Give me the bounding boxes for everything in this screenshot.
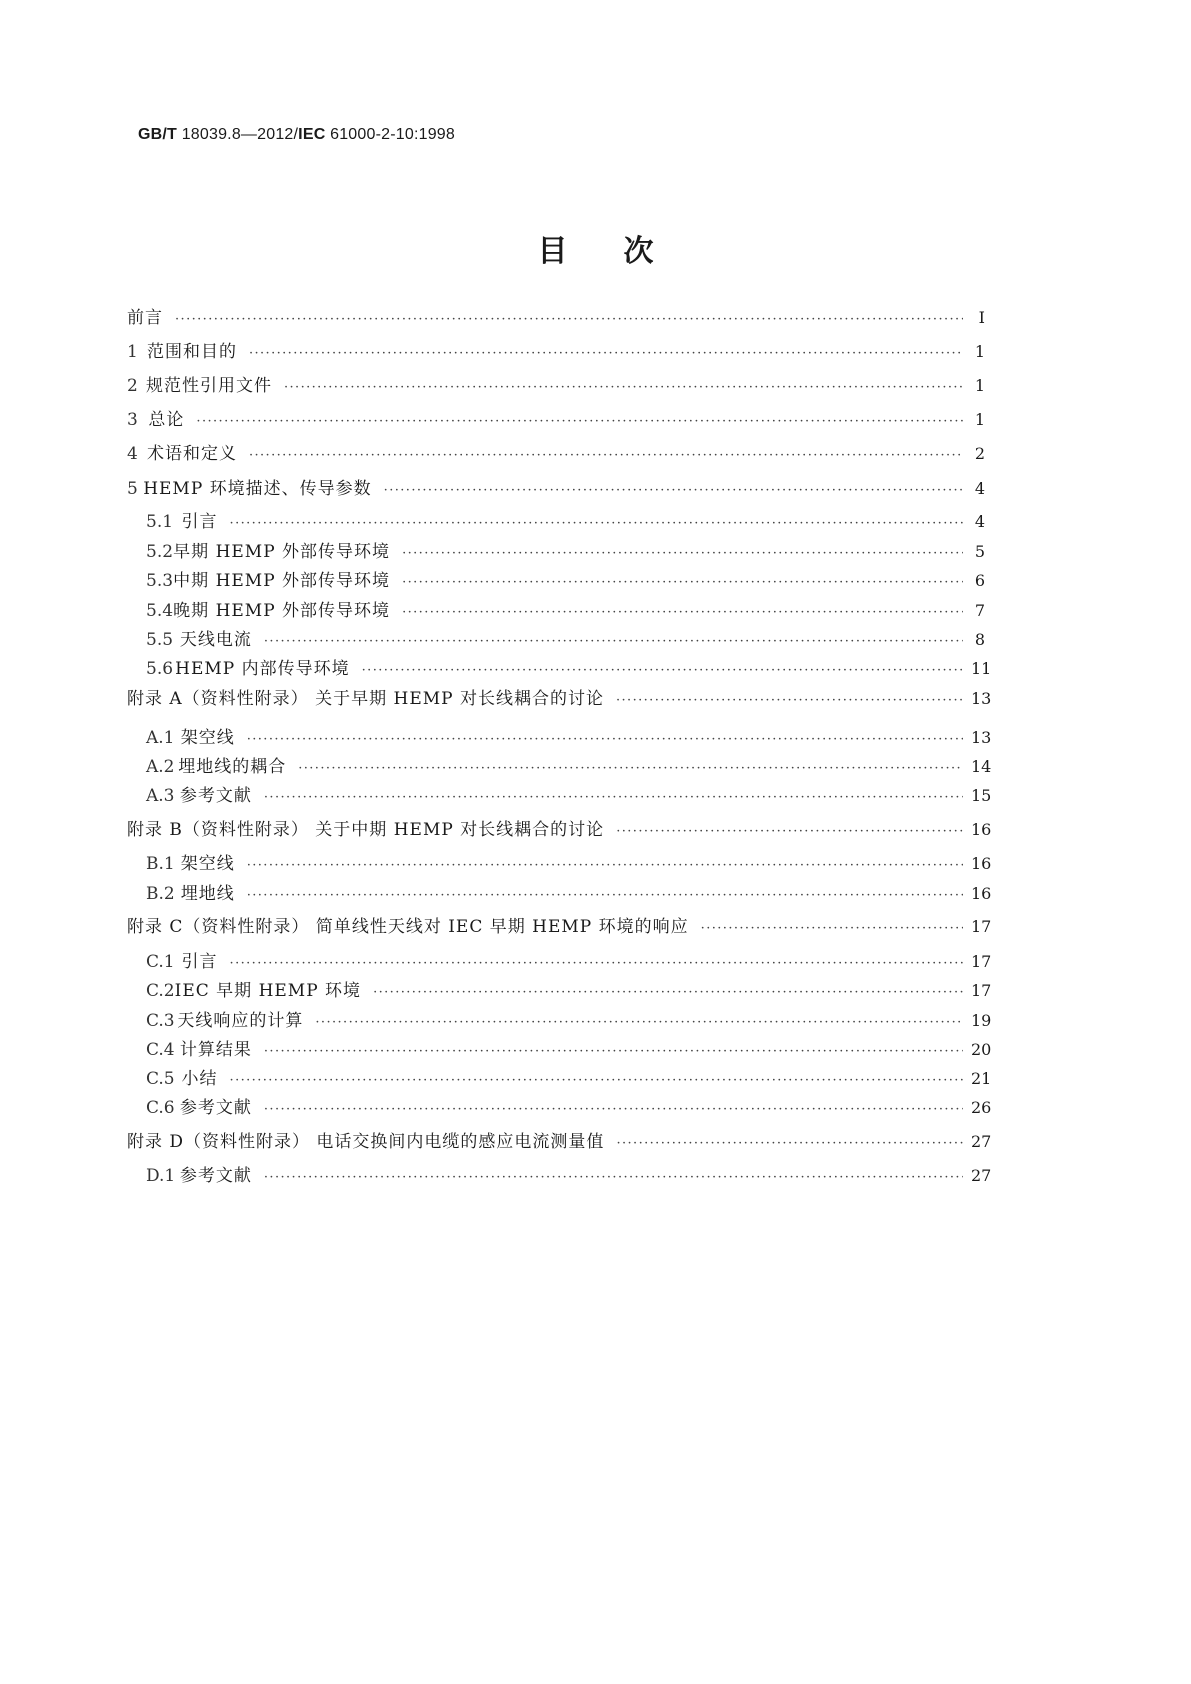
toc-entry-label: 架空线 [180,854,235,874]
toc-entry[interactable] [146,570,985,592]
toc-entry[interactable] [146,1068,992,1090]
toc-entry[interactable] [146,629,985,651]
toc-entry-number: 5.4 [146,601,174,621]
toc-entry[interactable] [127,341,985,363]
toc-entry[interactable] [146,853,992,875]
toc-entry[interactable] [146,951,992,973]
toc-entry-number: A.3 [146,786,175,806]
toc-dot-leader [616,690,963,712]
toc-entry-page: 13 [971,728,992,747]
toc-entry[interactable] [127,819,992,841]
toc-entry-page: 17 [971,981,992,1000]
toc-dot-leader [264,1167,963,1189]
toc-entry-number: C.6 [146,1098,175,1118]
toc-entry-page: 27 [971,1132,992,1151]
toc-entry[interactable] [146,756,992,778]
toc-entry[interactable] [127,307,985,329]
toc-entry-label: 引言 [181,952,218,972]
toc-dot-leader [701,918,963,940]
toc-entry-label: 埋地线的耦合 [178,757,287,777]
toc-entry-label: 晚期 HEMP 外部传导环境 [173,601,391,621]
toc-entry[interactable] [127,916,992,938]
toc-entry-page: 16 [971,820,992,839]
toc-entry-label: 小结 [181,1069,218,1089]
toc-dot-leader [384,480,963,502]
toc-dot-leader [264,631,963,653]
toc-entry[interactable] [146,1165,992,1187]
toc-entry-number: 5.1 [146,512,174,532]
toc-entry-page: 1 [974,342,985,361]
toc-entry-label: 术语和定义 [146,444,237,464]
toc-entry-label: 前言 [127,308,163,328]
toc-dot-leader [230,1070,963,1092]
toc-entry-number: 5.6 [146,659,174,679]
toc-dot-leader [402,602,963,624]
standard-code-number: 18039.8—2012/ [181,126,299,143]
toc-entry-number: C.4 [146,1040,175,1060]
toc-entry[interactable] [146,727,992,749]
page-title: 目次 [537,234,710,269]
toc-dot-leader [284,377,963,399]
toc-entry-label: 范围和目的 [146,342,237,362]
standard-code-iec: IEC [298,126,326,143]
toc-entry-number: C.1 [146,952,175,972]
toc-entry-page: 21 [971,1069,992,1088]
toc-entry-number: A.2 [146,757,175,777]
toc-entry-number: 1 [127,342,138,362]
toc-entry-page: 14 [971,757,992,776]
toc-entry-number: 5.5 [146,630,174,650]
toc-entry-label: HEMP 环境描述、传导参数 [143,479,372,499]
toc-entry[interactable] [127,478,985,500]
toc-entry-page: 4 [974,479,985,498]
toc-entry-page: 4 [974,512,985,531]
toc-entry-page: 27 [971,1166,992,1185]
toc-entry[interactable] [127,409,985,431]
toc-entry-page: 1 [974,376,985,395]
toc-entry-number: B.2 [146,884,175,904]
toc-entry-label: 总论 [148,410,185,430]
toc-entry-label: 架空线 [180,728,235,748]
toc-entry-label: 附录 B（资料性附录） 关于中期 HEMP 对长线耦合的讨论 [127,820,605,840]
toc-entry[interactable] [127,1131,992,1153]
toc-entry[interactable] [146,658,992,680]
toc-entry-label: 附录 D（资料性附录） 电话交换间内电缆的感应电流测量值 [127,1132,605,1152]
toc-entry-page: 15 [971,786,992,805]
toc-entry[interactable] [146,980,992,1002]
toc-dot-leader [230,953,963,975]
toc-dot-leader [249,343,963,365]
toc-dot-leader [196,411,963,433]
toc-entry-label: 天线电流 [179,630,252,650]
toc-entry-number: C.5 [146,1069,175,1089]
toc-entry-page: 5 [974,542,985,561]
toc-dot-leader [247,729,963,751]
standard-code-prefix: GB/T [138,126,178,143]
toc-entry[interactable] [146,600,985,622]
toc-entry-label: 早期 HEMP 外部传导环境 [173,542,391,562]
toc-entry-number: 4 [127,444,138,464]
toc-entry-page: 7 [974,601,985,620]
toc-entry-page: 13 [971,689,992,708]
toc-entry-number: 5.3 [146,571,174,591]
toc-entry-page: Ⅰ [978,308,985,327]
toc-entry[interactable] [146,511,985,533]
toc-entry-page: 16 [971,884,992,903]
toc-entry-number: D.1 [146,1166,176,1186]
toc-entry[interactable] [127,443,985,465]
toc-entry-number: C.3 [146,1011,175,1031]
toc-entry-page: 17 [971,952,992,971]
toc-entry[interactable] [146,785,992,807]
toc-dot-leader [362,660,963,682]
toc-dot-leader [402,572,963,594]
toc-dot-leader [264,787,963,809]
toc-entry-page: 20 [971,1040,992,1059]
toc-dot-leader [616,821,963,843]
toc-entry-page: 11 [971,659,992,678]
toc-dot-leader [315,1012,963,1034]
toc-entry-number: 3 [127,410,138,430]
toc-dot-leader [247,885,963,907]
toc-entry-number: B.1 [146,854,175,874]
toc-entry-number: A.1 [146,728,175,748]
toc-dot-leader [264,1099,963,1121]
toc-entry-label: 中期 HEMP 外部传导环境 [173,571,391,591]
toc-entry-label: 参考文献 [179,786,252,806]
toc-entry-label: 规范性引用文件 [145,376,272,396]
toc-entry-page: 16 [971,854,992,873]
toc-dot-leader [616,1133,963,1155]
toc-entry-label: 附录 A（资料性附录） 关于早期 HEMP 对长线耦合的讨论 [127,689,604,709]
toc-entry-page: 6 [974,571,985,590]
toc-dot-leader [230,513,963,535]
toc-dot-leader [373,982,963,1004]
toc-entry-label: 埋地线 [180,884,235,904]
toc-entry-label: 计算结果 [179,1040,252,1060]
standard-code-iec-number: 61000-2-10:1998 [330,126,455,143]
toc-entry[interactable] [146,1010,992,1032]
toc-entry-label: IEC 早期 HEMP 环境 [174,981,362,1001]
toc-dot-leader [249,445,963,467]
toc-dot-leader [402,543,963,565]
toc-entry-page: 19 [971,1011,992,1030]
toc-dot-leader [175,309,963,331]
toc-entry-number: C.2 [146,981,175,1001]
toc-dot-leader [298,758,963,780]
toc-entry-page: 1 [974,410,985,429]
toc-dot-leader [247,855,963,877]
toc-entry[interactable] [146,883,992,905]
toc-entry-page: 2 [974,444,985,463]
toc-entry-label: 参考文献 [179,1166,252,1186]
toc-entry-page: 8 [974,630,985,649]
toc-dot-leader [264,1041,963,1063]
toc-entry-label: 引言 [181,512,218,532]
toc-entry-page: 17 [971,917,992,936]
toc-entry[interactable] [146,1097,992,1119]
toc-entry-label: 附录 C（资料性附录） 简单线性天线对 IEC 早期 HEMP 环境的响应 [127,917,689,937]
toc-entry-number: 2 [127,376,138,396]
toc-entry-label: 天线响应的计算 [177,1011,304,1031]
toc-entry-number: 5.2 [146,542,174,562]
toc-entry-label: 参考文献 [179,1098,252,1118]
toc-entry[interactable] [146,1039,992,1061]
toc-entry[interactable] [127,375,985,397]
toc-entry[interactable] [146,541,985,563]
toc-entry-page: 26 [971,1098,992,1117]
toc-entry-label: HEMP 内部传导环境 [175,659,350,679]
toc-entry-number: 5 [127,479,138,499]
toc-entry[interactable] [127,688,992,710]
